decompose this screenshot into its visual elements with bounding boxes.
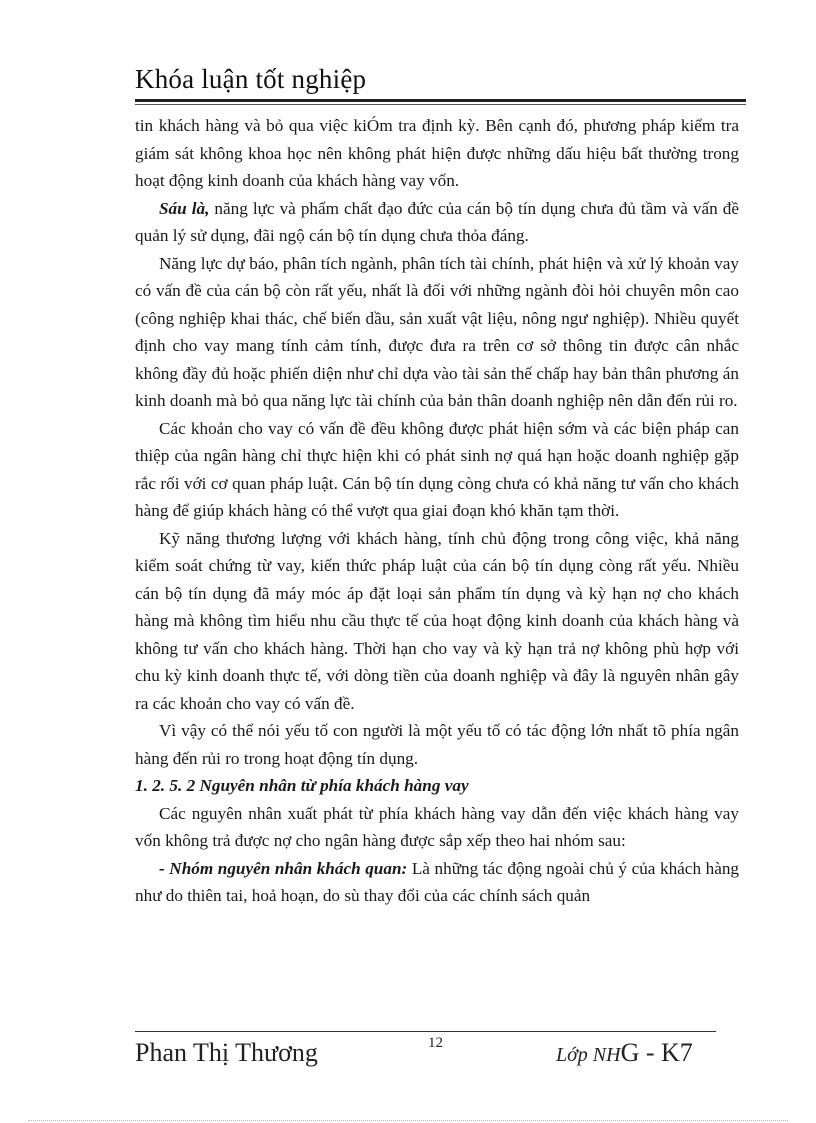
paragraph-3-text: Năng lực dự báo, phân tích ngành, phân tích tài chính, phát hiện và xử lý khoản vay có vấn đề của cán bộ còn rất yếu, nhất là đối với những ngành đòi hỏi chuyên môn cao (công nghiệp khai thác, chế biến dầu, sản xuất vật liệu, nông ngư nghiệp). Nhiều quyết định cho vay mang tính cảm tính, được đưa ra trên cơ sở thông tin được cân nhắc không đầy đủ hoặc phiến diện như chỉ dựa vào tài sản thế chấp hay bản thân phương án kinh doanh mà bỏ qua năng lực tài chính của bản thân doanh nghiệp nên dẫn đến rủi ro.: [135, 253, 739, 410]
paragraph-6: [135, 717, 739, 772]
paragraph-1: [135, 112, 739, 195]
paragraph-7-text: Các nguyên nhân xuất phát từ phía khách hàng vay dẫn đến việc khách hàng vay vốn không trả được nợ cho ngân hàng được sắp xếp theo hai nhóm sau:: [135, 803, 739, 850]
header-rule-thick: [135, 99, 746, 102]
paragraph-2-text: năng lực và phẩm chất đạo đức của cán bộ tín dụng chưa đủ tầm và vấn đề quản lý sử dụng, đãi ngộ cán bộ tín dụng chưa thỏa đáng.: [135, 198, 739, 245]
footer-class-script: Lớp NH: [556, 1044, 621, 1066]
body-text: [135, 112, 739, 910]
page-number: 12: [428, 1035, 443, 1051]
paragraph-4-text: Các khoản cho vay có vấn đề đều không được phát hiện sớm và các biện pháp can thiệp của ngân hàng chỉ thực hiện khi có phát sinh nợ quá hạn hoặc doanh nghiệp gặp rắc rối với cơ quan pháp luật. Cán bộ tín dụng còng chưa có khả năng tư vấn cho khách hàng để giúp khách hàng có thể vượt qua giai đoạn khó khăn tạm thời.: [135, 418, 739, 520]
header-rule-thin: [135, 104, 746, 105]
section-heading: 1. 2. 5. 2 Nguyên nhân từ phía khách hàng vay: [135, 776, 469, 795]
footer-class: [556, 1036, 693, 1072]
paragraph-2: [135, 195, 739, 250]
paragraph-4: [135, 415, 739, 525]
paragraph-8-text: Là những tác động ngoài chủ ý của khách hàng như do thiên tai, hoả hoạn, do sù thay đổi của các chính sách quản: [135, 858, 740, 905]
paragraph-2-lead: Sáu là,: [159, 198, 210, 218]
footer-rule: [135, 1031, 716, 1032]
footer-author: Phan Thị Thương: [135, 1038, 318, 1067]
footer-class-suffix: G - K7: [620, 1038, 693, 1067]
paragraph-8: [135, 855, 739, 910]
paragraph-6-text: Vì vậy có thể nói yếu tố con người là một yếu tố có tác động lớn nhất tõ phía ngân hàng đến rủi ro trong hoạt động tín dụng.: [135, 721, 739, 768]
paragraph-3: [135, 250, 739, 415]
paragraph-5-text: Kỹ năng thương lượng với khách hàng, tính chủ động trong công việc, khả năng kiểm soát chứng từ vay, kiến thức pháp luật của cán bộ tín dụng còng rất yếu. Nhiều cán bộ tín dụng đã máy móc áp đặt loại sản phẩm tín dụng và kỳ hạn nợ cho khách hàng mà không tìm hiểu nhu cầu thực tế của hoạt động kinh doanh của khách hàng và không tư vấn cho khách hàng. Thời hạn cho vay và kỳ hạn trả nợ không phù hợp với chu kỳ kinh doanh thực tế, với dòng tiền của doanh nghiệp và đây là nguyên nhân gây ra các khoản cho vay có vấn đề.: [135, 528, 739, 713]
paragraph-7: [135, 800, 739, 855]
header-title: Khóa luận tốt nghiệp: [135, 64, 367, 94]
page-edge-divider: [28, 1120, 788, 1121]
paragraph-8-lead: - Nhóm nguyên nhân khách quan:: [159, 858, 408, 878]
paragraph-1-text: tin khách hàng và bỏ qua việc kiÓm tra định kỳ. Bên cạnh đó, phương pháp kiểm tra giám sát không khoa học nên không phát hiện được những dấu hiệu bất thường trong hoạt động kinh doanh của khách hàng vay vốn.: [135, 116, 739, 190]
paragraph-5: [135, 525, 739, 718]
